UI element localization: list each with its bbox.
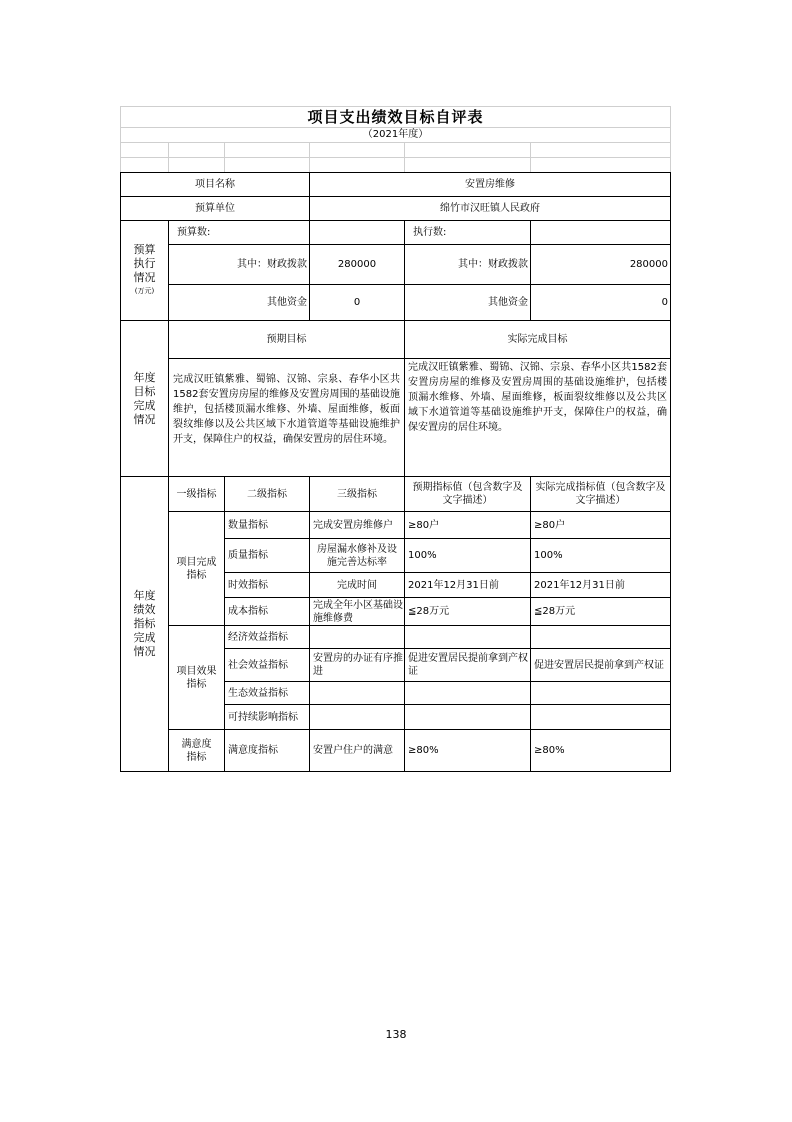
project-name-value: 安置房维修 bbox=[465, 179, 515, 190]
header-level2: 二级指标 bbox=[247, 488, 287, 500]
other-exec-value: 0 bbox=[661, 297, 668, 308]
time-l3: 完成时间 bbox=[337, 579, 377, 591]
other-exec-label: 其他资金 bbox=[488, 297, 528, 308]
quality-expected: 100% bbox=[408, 550, 437, 561]
quantity-l3: 完成安置房维修户 bbox=[313, 519, 393, 531]
indicators-section-label: 年度绩效指标完成情况 bbox=[133, 589, 156, 658]
satisfaction-l3: 安置户住户的满意 bbox=[313, 745, 393, 756]
header-level3: 三级指标 bbox=[337, 488, 377, 500]
cost-actual: ≦28万元 bbox=[534, 606, 576, 617]
budget-unit-label: 预算单位 bbox=[195, 203, 235, 214]
table-border bbox=[120, 771, 671, 772]
budget-amount-label: 预算数: bbox=[177, 227, 211, 238]
gridline bbox=[120, 157, 671, 158]
header-expected: 预期指标值（包含数字及文字描述） bbox=[412, 482, 523, 506]
page-number: 138 bbox=[385, 1027, 407, 1041]
gridline bbox=[120, 142, 671, 143]
time-actual: 2021年12月31日前 bbox=[534, 579, 625, 591]
fiscal-exec-label: 其中：财政拨款 bbox=[458, 259, 528, 270]
budget-section-unit: (万元) bbox=[134, 287, 155, 295]
gridline bbox=[309, 142, 310, 172]
table-border bbox=[670, 172, 671, 772]
goals-section-label: 年度目标完成情况 bbox=[133, 370, 156, 426]
cost-l2: 成本指标 bbox=[228, 606, 268, 617]
satisfaction-l2: 满意度指标 bbox=[228, 745, 278, 756]
fiscal-label: 其中：财政拨款 bbox=[237, 259, 307, 270]
gridline bbox=[168, 142, 169, 172]
social-actual: 促进安置居民提前拿到产权证 bbox=[534, 659, 664, 671]
gridline bbox=[224, 142, 225, 172]
gridline bbox=[404, 142, 405, 172]
social-l3: 安置房的办证有序推进 bbox=[313, 653, 403, 677]
quantity-actual: ≥80户 bbox=[534, 519, 566, 531]
quality-l2: 质量指标 bbox=[228, 550, 268, 561]
group-satisfaction: 满意度指标 bbox=[181, 738, 212, 763]
budget-unit-value: 绵竹市汉旺镇人民政府 bbox=[440, 203, 540, 214]
group-effect: 项目效果指标 bbox=[176, 665, 217, 690]
budget-section bbox=[121, 221, 168, 320]
time-l2: 时效指标 bbox=[228, 579, 268, 591]
actual-goal-header: 实际完成目标 bbox=[507, 334, 568, 345]
quantity-expected: ≥80户 bbox=[408, 519, 440, 531]
group-completion: 项目完成指标 bbox=[176, 556, 217, 581]
social-expected: 促进安置居民提前拿到产权证 bbox=[408, 653, 528, 677]
other-funds-label: 其他资金 bbox=[267, 297, 307, 308]
gridline bbox=[530, 142, 531, 172]
page-title: 项目支出绩效目标自评表 bbox=[307, 107, 484, 126]
social-l2: 社会效益指标 bbox=[228, 659, 288, 671]
other-budget-value: 0 bbox=[353, 297, 361, 308]
expected-goal-header: 预期目标 bbox=[266, 334, 307, 345]
year-label: （2021年度） bbox=[362, 129, 429, 140]
exec-amount-label: 执行数: bbox=[413, 227, 447, 238]
satisfaction-actual: ≥80% bbox=[534, 745, 565, 756]
header-level1: 一级指标 bbox=[176, 488, 217, 500]
project-name-label: 项目名称 bbox=[195, 179, 235, 190]
economic-l2: 经济效益指标 bbox=[228, 631, 288, 643]
cost-l3: 完成全年小区基础设施维修费 bbox=[313, 599, 403, 624]
expected-goal-text: 完成汉旺镇紫雅、蜀锦、汉锦、宗泉、春华小区共1582套安置房房屋的维修及安置房周围的基础设施维护，包括楼顶漏水维修、外墙、屋面维修，板面裂纹维修以及公共区域下水道管道等基础设施维护开支，保障住户的权益，确保安置房的居住环境。 bbox=[173, 374, 400, 445]
row-line bbox=[168, 358, 671, 359]
fiscal-budget-value: 280000 bbox=[337, 259, 377, 270]
satisfaction-expected: ≥80% bbox=[408, 745, 439, 756]
fiscal-exec-value: 280000 bbox=[629, 259, 668, 270]
quantity-l2: 数量指标 bbox=[228, 519, 268, 531]
quality-l3: 房屋漏水修补及设施完善达标率 bbox=[317, 543, 397, 568]
quality-actual: 100% bbox=[534, 550, 563, 561]
actual-goal-text: 完成汉旺镇紫雅、蜀锦、汉锦、宗泉、春华小区共1582套安置房房屋的维修及安置房周围的基础设施维护，包括楼顶漏水维修、外墙、屋面维修，板面裂纹维修以及公共区域下水道管道等基础设施维护开支，保障住户的权益，确保安置房的居住环境。 bbox=[408, 362, 667, 433]
budget-section-label: 预算执行情况 bbox=[133, 243, 156, 284]
time-expected: 2021年12月31日前 bbox=[408, 579, 499, 591]
cost-expected: ≦28万元 bbox=[408, 606, 450, 617]
ecological-l2: 生态效益指标 bbox=[228, 687, 288, 699]
header-actual: 实际完成指标值（包含数字及文字描述） bbox=[535, 482, 666, 506]
sustainable-l2: 可持续影响指标 bbox=[228, 711, 298, 723]
